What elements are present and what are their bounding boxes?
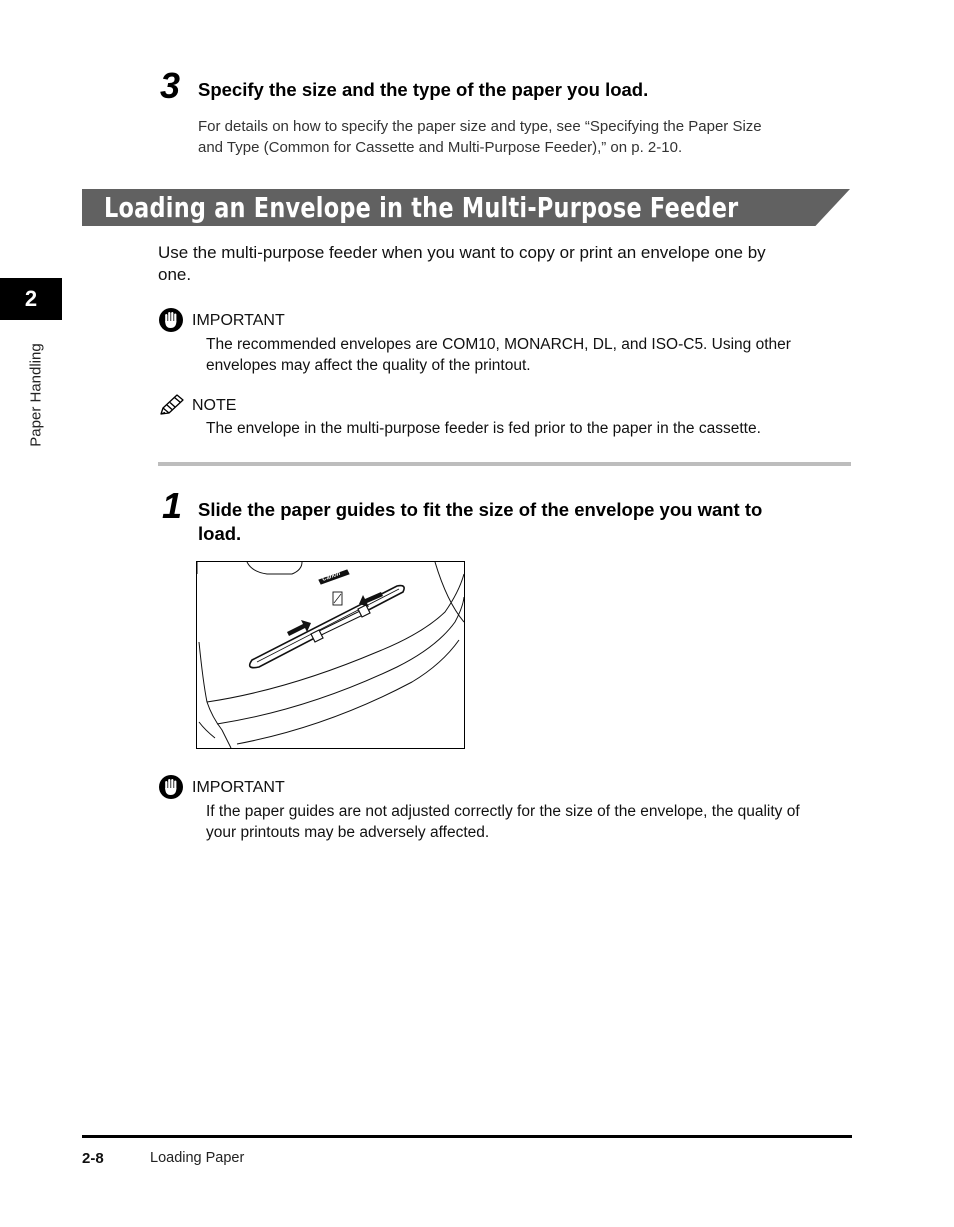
hand-stop-icon [158,307,184,338]
step-number: 1 [162,485,183,526]
paper-guide-illustration [196,561,465,749]
important-label: IMPORTANT [192,779,285,796]
step-number: 3 [160,65,181,106]
step-title: Specify the size and the type of the paper you load. [198,79,649,100]
important-text-line: If the paper guides are not adjusted correctly for the size of the envelope, the quality of [206,803,800,820]
hand-stop-icon [158,774,184,805]
step-title-line: load. [198,523,242,544]
important-text-line: your printouts may be adversely affected. [206,824,490,841]
note-label: NOTE [192,397,237,414]
section-intro-line: one. [158,265,192,284]
step-detail-line: and Type (Common for Cassette and Multi-Purpose Feeder),” on p. 2-10. [198,139,683,156]
page-number: 2-8 [82,1150,104,1167]
arrow-right-icon [287,620,311,636]
important-label: IMPORTANT [192,312,285,329]
chapter-tab: 2 [0,278,62,320]
section-intro-line: Use the multi-purpose feeder when you want to copy or print an envelope one by [158,243,766,262]
section-title: Loading an Envelope in the Multi-Purpose Feeder [104,191,739,224]
section-separator [158,462,851,466]
step-detail-line: For details on how to specify the paper size and type, see “Specifying the Paper Size [198,118,762,135]
step-title-line: Slide the paper guides to fit the size of the envelope you want to [198,499,763,520]
footer-rule [82,1135,852,1138]
important-text-line: envelopes may affect the quality of the printout. [206,357,531,374]
pencil-icon [158,393,186,422]
important-text-line: The recommended envelopes are COM10, MONARCH, DL, and ISO-C5. Using other [206,336,791,353]
footer-chapter-title: Loading Paper [150,1150,245,1166]
brand-logo: Canon [321,570,342,583]
note-text-line: The envelope in the multi-purpose feeder is fed prior to the paper in the cassette. [206,420,761,437]
chapter-side-label: Paper Handling [27,343,45,447]
